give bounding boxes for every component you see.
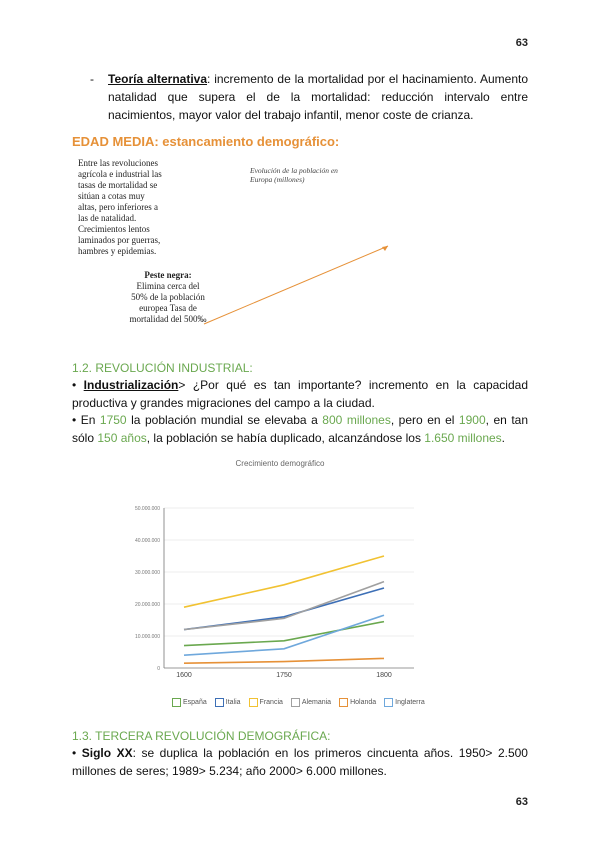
- text-seg: , pero en el: [390, 413, 459, 427]
- legend-swatch: [291, 698, 300, 707]
- siglo-xx-text: : se duplica la población en los primeros cincuenta años. 1950> 2.500 millones de seres; 1989> 5.234; año 2000> 6.000 millones.: [72, 746, 528, 778]
- legend-label: Alemania: [301, 699, 332, 706]
- legend-item: [291, 698, 331, 707]
- teoria-alternativa-text: : incremento de la mortalidad por el hacinamiento. Aumento natalidad que supera el de la mortalidad: reducción intervalo entre nacimientos, mayor valor del trabajo infantil, menor coste de crianza.: [108, 72, 529, 122]
- legend-swatch: [215, 698, 224, 707]
- legend-label: Italia: [225, 699, 241, 706]
- revolucion-industrial-heading: 1.2. REVOLUCIÓN INDUSTRIAL:: [72, 361, 253, 375]
- industrializacion-bullet: [72, 376, 528, 412]
- series-line-italia: [184, 588, 384, 630]
- industrializacion-term: Industrialización: [83, 378, 179, 392]
- legend-item: [339, 698, 376, 707]
- x-tick-label: 1600: [176, 672, 192, 679]
- poblacion-mundial-bullet: [72, 411, 528, 447]
- legend-label: Holanda: [350, 699, 377, 706]
- edad-media-heading: EDAD MEDIA: estancamiento demográfico:: [72, 134, 340, 149]
- value-1650-millones: 1.650 millones: [424, 431, 502, 445]
- peste-negra-title: Peste negra:: [144, 270, 192, 280]
- y-tick-label: 50.000.000: [134, 506, 160, 512]
- chart-legend: [172, 698, 425, 707]
- peste-negra-note: [128, 270, 208, 325]
- legend-item: [172, 698, 207, 707]
- evolucion-label: Evolución de la población en Europa (millones): [250, 166, 338, 184]
- peste-negra-text: Elimina cerca del 50% de la población europea Tasa de mortalidad del 500‰: [129, 281, 207, 324]
- tercera-revolucion-heading: 1.3. TERCERA REVOLUCIÓN DEMOGRÁFICA:: [72, 729, 331, 743]
- text-seg: la población mundial se elevaba a: [126, 413, 323, 427]
- text-seg: • En: [72, 413, 100, 427]
- legend-label: Inglaterra: [395, 699, 425, 706]
- bullet-mark: •: [72, 378, 84, 392]
- x-tick-label: 1800: [376, 672, 392, 679]
- legend-swatch: [172, 698, 181, 707]
- edad-media-left-text: Entre las revoluciones agrícola e industrial las tasas de mortalidad se sitúan a cotas muy altas, pero inferiores a las de natalidad. Crecimientos lentos laminados por guerras, hambres y epidemias.: [78, 158, 162, 256]
- evolucion-series-line: [204, 246, 388, 324]
- page-number-top: 63: [515, 37, 528, 49]
- list-dash: -: [90, 72, 94, 86]
- y-tick-label: 40.000.000: [134, 538, 160, 544]
- bullet-mark: •: [72, 746, 82, 760]
- text-seg: , en tan sólo: [72, 413, 529, 445]
- siglo-xx-bullet: [72, 744, 528, 780]
- legend-label: España: [183, 699, 207, 706]
- text-seg: , la población se había duplicado, alcanzándose los: [146, 431, 425, 445]
- teoria-alternativa-term: Teoría alternativa: [108, 72, 208, 86]
- legend-swatch: [384, 698, 393, 707]
- text-seg: .: [501, 431, 506, 445]
- y-tick-label: 10.000.000: [134, 634, 160, 640]
- industrializacion-text: > ¿Por qué es tan importante? incremento en la capacidad productiva y grandes migraciones del campo a la ciudad.: [72, 378, 528, 410]
- teoria-alternativa-item: [90, 70, 528, 124]
- legend-swatch: [339, 698, 348, 707]
- x-tick-label: 1750: [276, 672, 292, 679]
- series-line-francia: [184, 556, 384, 607]
- chart-title: Crecimiento demográfico: [235, 459, 325, 468]
- crecimiento-demografico-chart: [120, 452, 440, 692]
- legend-swatch: [249, 698, 258, 707]
- page-number-bottom: 63: [515, 796, 528, 808]
- y-tick-label: 20.000.000: [134, 602, 160, 608]
- value-150-anos: 150 años: [97, 431, 147, 445]
- y-tick-label: 0: [157, 666, 160, 672]
- legend-item: [384, 698, 425, 707]
- series-line-alemania: [184, 582, 384, 630]
- legend-item: [215, 698, 241, 707]
- siglo-xx-term: Siglo XX: [81, 746, 133, 760]
- year-1900: 1900: [458, 413, 486, 427]
- legend-label: Francia: [259, 699, 283, 706]
- year-1750: 1750: [99, 413, 127, 427]
- value-800-millones: 800 millones: [322, 413, 391, 427]
- legend-item: [249, 698, 283, 707]
- series-line-holanda: [184, 658, 384, 663]
- evolucion-line-chart: [200, 240, 396, 330]
- y-tick-label: 30.000.000: [134, 570, 160, 576]
- series-line-inglaterra: [184, 615, 384, 655]
